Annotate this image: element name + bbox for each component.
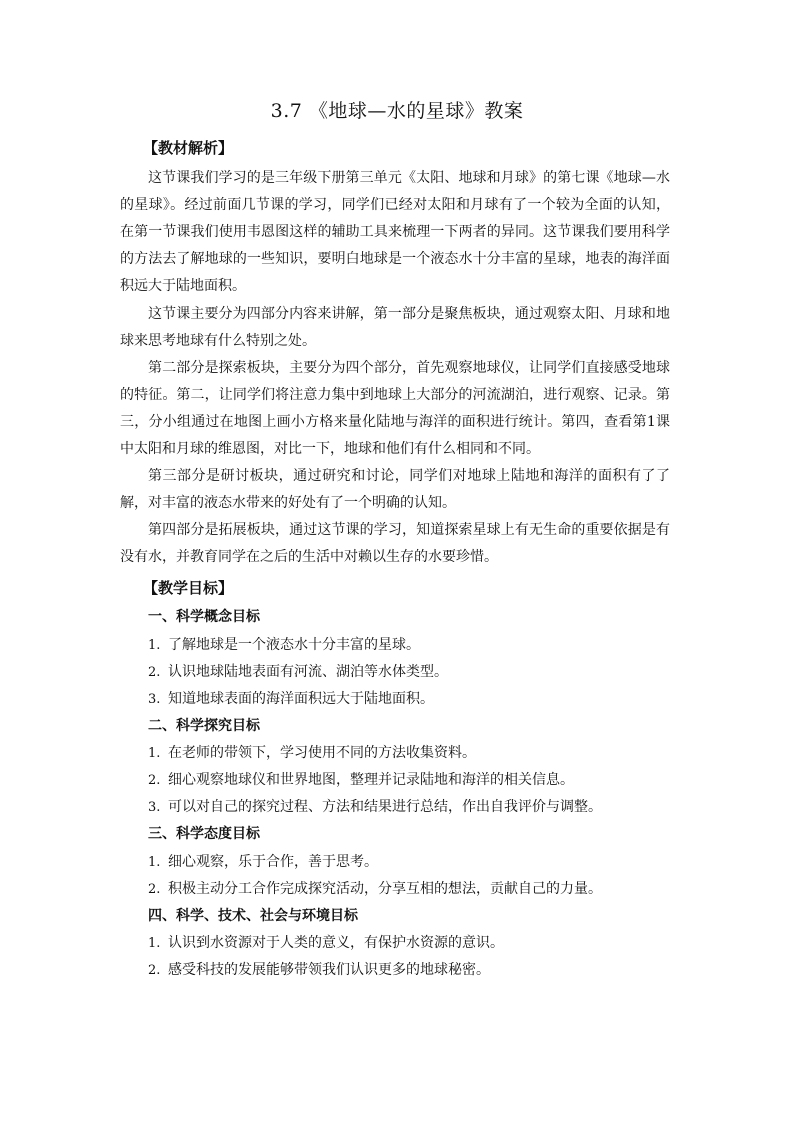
goal-item: 3. 知道地球表面的海洋面积远大于陆地面积。 [148,691,434,707]
section-heading-goals: 【教学目标】 [143,579,234,597]
goal-item: 1. 细心观察，乐于合作，善于思考。 [148,854,378,870]
goal-item: 1. 了解地球是一个液态水十分丰富的星球。 [148,637,420,653]
analysis-paragraph-5: 第四部分是拓展板块，通过这节课的学习，知道探索星球上有无生命的重要依据是有没有水，并教育同学在之后的生活中对赖以生存的水要珍惜。 [120,522,670,565]
section-heading-analysis: 【教材解析】 [143,139,234,157]
goal-item: 2. 积极主动分工合作完成探究活动，分享互相的想法，贡献自己的力量。 [148,881,602,897]
goal-item: 1. 在老师的带领下，学习使用不同的方法收集资料。 [148,745,476,761]
analysis-paragraph-1: 这节课我们学习的是三年级下册第三单元《太阳、地球和月球》的第七课《地球—水的星球》。经过前面几节课的学习，同学们已经对太阳和月球有了一个较为全面的认知，在第一节课我们使用韦恩图这样的辅助工具来梳理一下两者的异同。这节课我们要用科学的方法去了解地球的一些知识，要明白地球是一个液态水十分丰富的星球，地表的海洋面积远大于陆地面积。 [120,170,670,294]
goal-subheading-inquiry: 二、科学探究目标 [148,718,260,734]
analysis-paragraph-2: 这节课主要分为四部分内容来讲解，第一部分是聚焦板块，通过观察太阳、月球和地球来思考地球有什么特别之处。 [120,306,670,349]
analysis-paragraph-4: 第三部分是研讨板块，通过研究和讨论，同学们对地球上陆地和海洋的面积有了了解，对丰富的液态水带来的好处有了一个明确的认知。 [120,468,670,511]
goal-subheading-attitude: 三、科学态度目标 [148,826,260,842]
goal-item: 1. 认识到水资源对于人类的意义，有保护水资源的意识。 [148,935,504,951]
goal-item: 2. 认识地球陆地表面有河流、湖泊等水体类型。 [148,664,448,680]
goal-item: 3. 可以对自己的探究过程、方法和结果进行总结，作出自我评价与调整。 [148,799,602,815]
goal-subheading-concept: 一、科学概念目标 [148,609,260,625]
goal-item: 2. 细心观察地球仪和世界地图，整理并记录陆地和海洋的相关信息。 [148,772,574,788]
analysis-paragraph-3: 第二部分是探索板块，主要分为四个部分，首先观察地球仪，让同学们直接感受地球的特征。第二，让同学们将注意力集中到地球上大部分的河流湖泊，进行观察、记录。第三，分小组通过在地图上画小方格来量化陆地与海洋的面积进行统计。第四，查看第1课中太阳和月球的维恩图，对比一下，地球和他们有什么相同和不同。 [120,360,670,457]
document-title: 3.7 《地球—水的星球》教案 [270,100,524,122]
goal-item: 2. 感受科技的发展能够带领我们认识更多的地球秘密。 [148,962,490,978]
goal-subheading-stse: 四、科学、技术、社会与环境目标 [148,908,358,924]
